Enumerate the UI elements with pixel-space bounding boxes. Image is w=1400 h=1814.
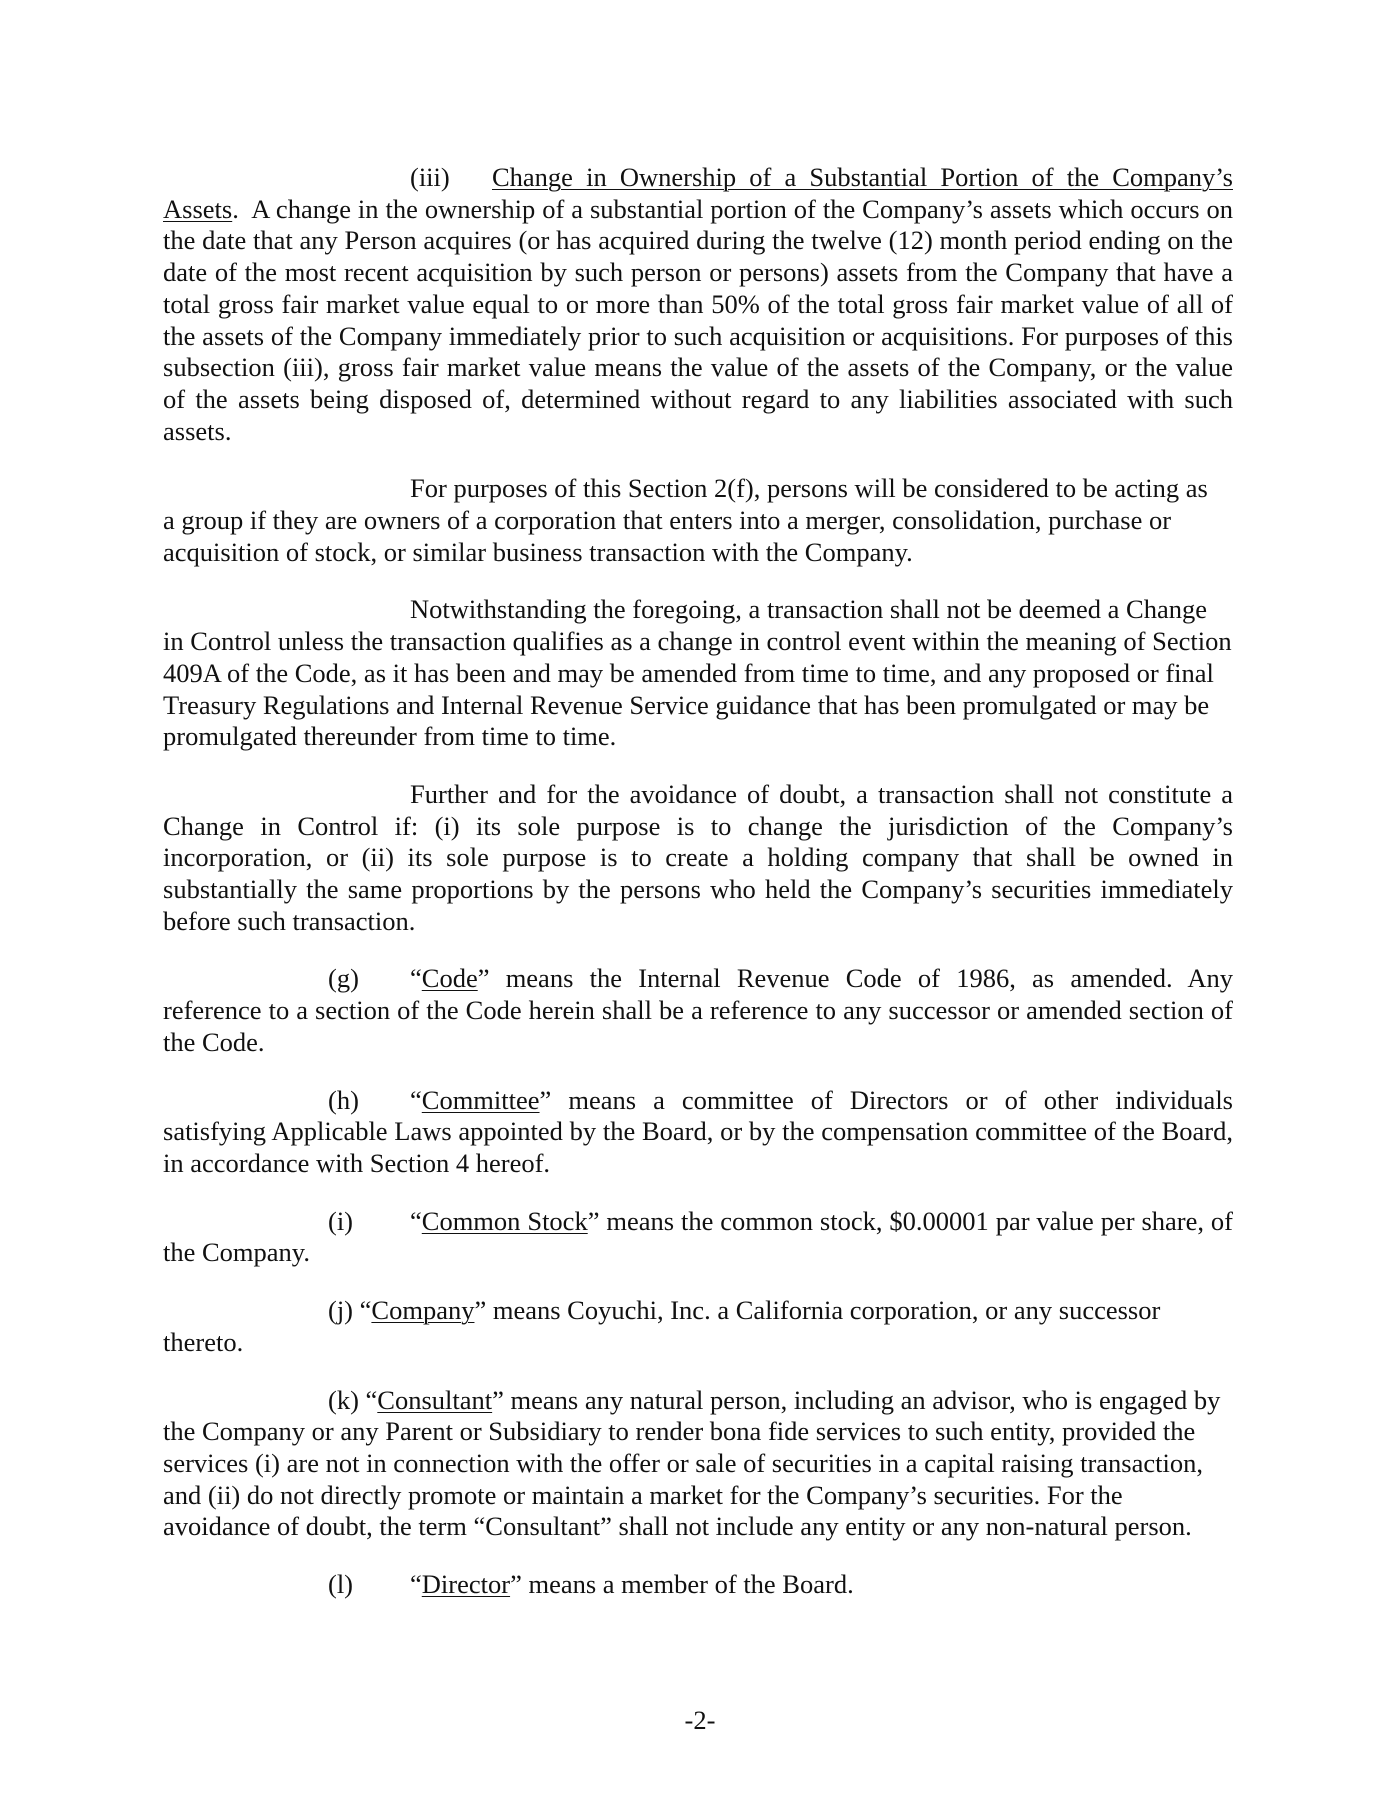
- quote-open: “: [359, 1295, 372, 1326]
- quote-close: ”: [539, 1084, 552, 1115]
- page-number: -2-: [684, 1705, 716, 1735]
- quote-open: “: [410, 1205, 422, 1236]
- paragraph-j: [163, 1295, 1203, 1358]
- quote-close: ”: [477, 963, 490, 994]
- paragraph-i: [163, 1206, 1233, 1269]
- body-for-purposes: For purposes of this Section 2(f), persons will be considered to be acting as a group if they are owners of a corporation that enters into a merger, consolidation, purchase or acquisition of stock, or similar business transaction with the Company.: [163, 473, 1208, 567]
- defined-term-director: Director: [421, 1569, 511, 1600]
- paragraph-k: [163, 1385, 1233, 1544]
- body-h: means a committee of Directors or of other individuals satisfying Applicable Laws appointed by the Board, or by the compensation committee of the Board, in accordance with Section 4 hereof.: [163, 1084, 1233, 1178]
- body-k: means any natural person, including an advisor, who is engaged by the Company or any Parent or Subsidiary to render bona fide services to such entity, provided the services (i) are not in connection with the offer or sale of securities in a capital raising transaction, and (ii) do not directly promote or maintain a market for the Company’s securities. For the avoidance of doubt, the term “Consultant” shall not include any entity or any non-natural person.: [163, 1384, 1221, 1542]
- paragraph-g: [163, 963, 1233, 1058]
- quote-close: ”: [587, 1205, 600, 1236]
- body-further: Further and for the avoidance of doubt, a transaction shall not constitute a Change in Control if: (i) its sole purpose is to change the jurisdiction of the Company’s incorporation, or (ii) its sole purpose is to create a holding company that shall be owned in substantially the same proportions by the persons who held the Company’s securities immediately before such transaction.: [163, 778, 1233, 936]
- enum-i: (i): [328, 1205, 354, 1236]
- defined-term-code: Code: [421, 963, 478, 994]
- paragraph-for-purposes: [163, 473, 1208, 568]
- enum-j: (j): [328, 1295, 354, 1326]
- body-notwithstanding: Notwithstanding the foregoing, a transaction shall not be deemed a Change in Control unless the transaction qualifies as a change in control event within the meaning of Section 409A of the Code, as it has been and may be amended from time to time, and any proposed or final Treasury Regulations and Internal Revenue Service guidance that has been promulgated or may be promulgated thereunder from time to time.: [163, 594, 1232, 752]
- quote-close: ”: [474, 1295, 487, 1326]
- heading-iii-cont: Assets: [163, 193, 233, 224]
- paragraph-l: [163, 1569, 1233, 1601]
- body-i: means the common stock, $0.00001 par value per share, of the Company.: [163, 1205, 1234, 1268]
- quote-open: “: [365, 1384, 378, 1415]
- heading-iii-punct: .: [232, 193, 239, 224]
- quote-close: ”: [492, 1384, 504, 1415]
- body-l: means a member of the Board.: [521, 1569, 854, 1600]
- paragraph-further: [163, 779, 1233, 938]
- quote-open: “: [410, 1084, 422, 1115]
- quote-open: “: [410, 1569, 422, 1600]
- enum-l: (l): [328, 1569, 354, 1600]
- defined-term-committee: Committee: [421, 1084, 540, 1115]
- enum-g: (g): [328, 963, 359, 994]
- defined-term-common-stock: Common Stock: [421, 1205, 588, 1236]
- quote-close: ”: [510, 1569, 522, 1600]
- enum-k: (k): [328, 1384, 359, 1415]
- document-page: [163, 162, 1233, 1627]
- enum-iii: (iii): [410, 162, 450, 192]
- quote-open: “: [410, 963, 422, 994]
- defined-term-consultant: Consultant: [377, 1384, 493, 1415]
- body-g: means the Internal Revenue Code of 1986, as amended. Any reference to a section of the Code herein shall be a reference to any successor or amended section of the Code.: [163, 963, 1233, 1057]
- body-j: means Coyuchi, Inc. a California corporation, or any successor thereto.: [163, 1295, 1161, 1357]
- paragraph-iii: [163, 162, 1233, 447]
- enum-h: (h): [328, 1084, 359, 1115]
- paragraph-notwithstanding: [163, 594, 1233, 753]
- paragraph-h: [163, 1085, 1233, 1180]
- defined-term-company: Company: [371, 1295, 475, 1326]
- heading-iii: Change in Ownership of a Substantial Portion of the Company’s: [492, 162, 1233, 192]
- body-iii: A change in the ownership of a substantial portion of the Company’s assets which occurs on the date that any Person acquires (or has acquired during the twelve (12) month period ending on the date of the most recent acquisition by such person or persons) assets from the Company that have a total gross fair market value equal to or more than 50% of the total gross fair market value of all of the assets of the Company immediately prior to such acquisition or acquisitions. For purposes of this subsection (iii), gross fair market value means the value of the assets of the Company, or the value of the assets being disposed of, determined without regard to any liabilities associated with such assets.: [163, 193, 1233, 446]
